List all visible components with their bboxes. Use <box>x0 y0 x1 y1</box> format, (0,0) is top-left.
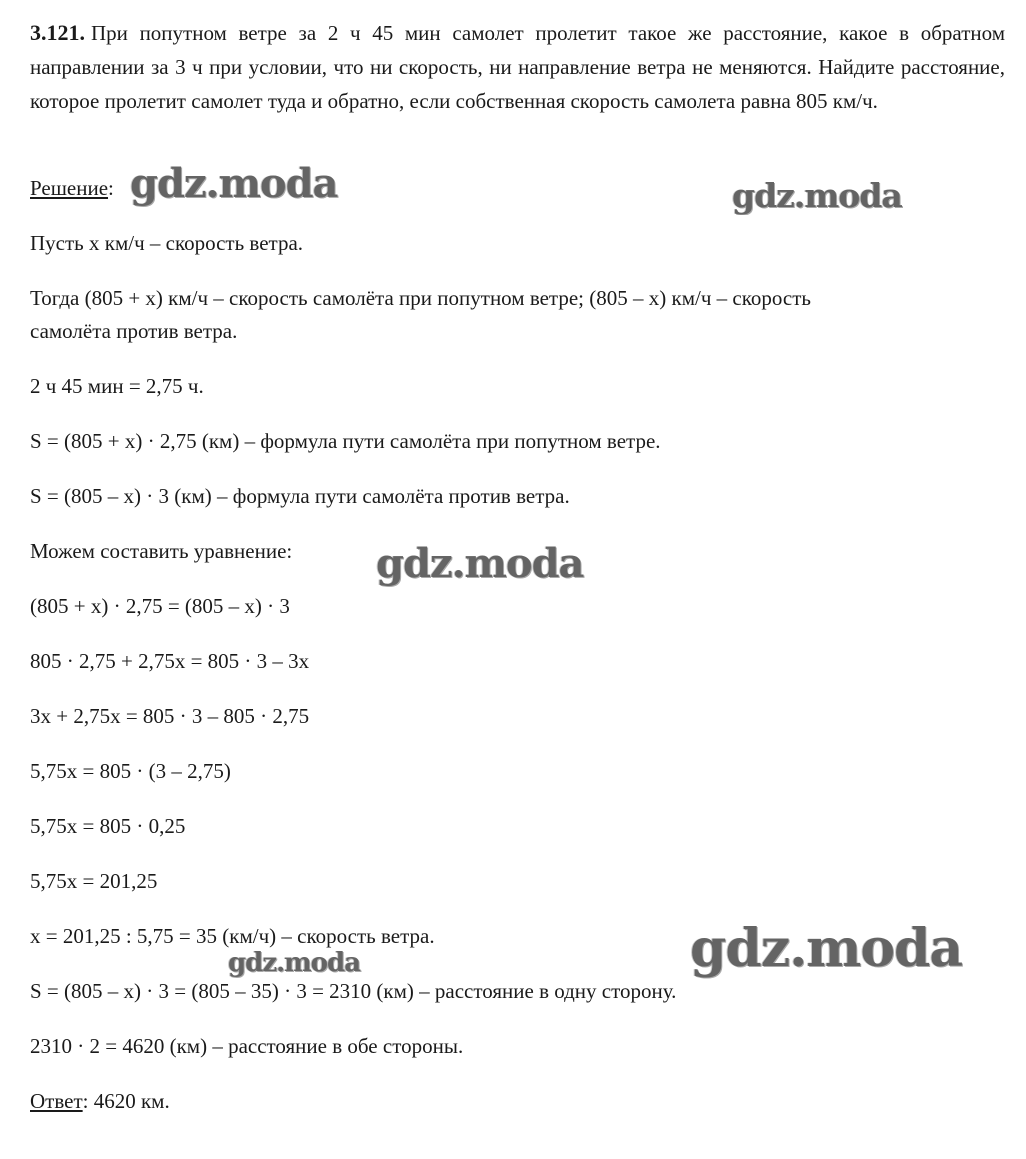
solution-step: х = 201,25 : 5,75 = 35 (км/ч) – скорость ветра. <box>30 924 435 948</box>
solution-step: S = (805 + х) · 2,75 (км) – формула пути самолёта при попутном ветре. <box>30 429 661 453</box>
solution-step: Тогда (805 + х) км/ч – скорость самолёта при попутном ветре; (805 – х) км/ч – скорость <box>30 286 811 310</box>
equation-line: 3х + 2,75х = 805 · 3 – 805 · 2,75 <box>30 704 310 728</box>
solution-step: Пусть х км/ч – скорость ветра. <box>30 231 304 255</box>
watermark: gdz.moda <box>376 540 584 587</box>
solution-step: самолёта против ветра. <box>30 319 238 343</box>
equation-line: (805 + х) · 2,75 = (805 – х) · 3 <box>30 594 290 618</box>
solution-step: Можем составить уравнение: <box>30 539 293 563</box>
watermark: gdz.moda <box>690 918 963 979</box>
problem-text: При попутном ветре за 2 ч 45 мин самолет пролетит такое же расстояние, какое в обратном направлении за 3 ч при условии, что ни скорость, ни направление ветра не меняются. Найдите расстояние, которое пролетит самолет туда и обратно, если собственная скорость самолета равна 805 км/ч. <box>30 21 1005 113</box>
solution-step: S = (805 – х) · 3 (км) – формула пути самолёта против ветра. <box>30 484 570 508</box>
problem-number: 3.121. <box>30 20 85 45</box>
problem-statement <box>30 16 1005 118</box>
watermark: gdz.moda <box>130 160 338 207</box>
solution-step: 2 ч 45 мин = 2,75 ч. <box>30 374 204 398</box>
solution-label: Решение <box>30 176 109 200</box>
equation-line: 5,75х = 201,25 <box>30 869 158 893</box>
answer-value: 4620 км. <box>88 1089 170 1113</box>
watermark: gdz.moda <box>732 176 902 215</box>
equation-line: 5,75х = 805 · (3 – 2,75) <box>30 759 231 783</box>
solution-step: 2310 · 2 = 4620 (км) – расстояние в обе стороны. <box>30 1034 464 1058</box>
equation-line: 805 · 2,75 + 2,75х = 805 · 3 – 3х <box>30 649 310 673</box>
answer: Ответ: 4620 км. <box>30 1089 170 1113</box>
solution-step: S = (805 – х) · 3 = (805 – 35) · 3 = 2310 (км) – расстояние в одну сторону. <box>30 979 677 1003</box>
answer-label: Ответ <box>30 1089 83 1113</box>
solution-heading: Решение: <box>30 176 114 200</box>
watermark: gdz.moda <box>228 948 361 978</box>
equation-line: 5,75х = 805 · 0,25 <box>30 814 186 838</box>
